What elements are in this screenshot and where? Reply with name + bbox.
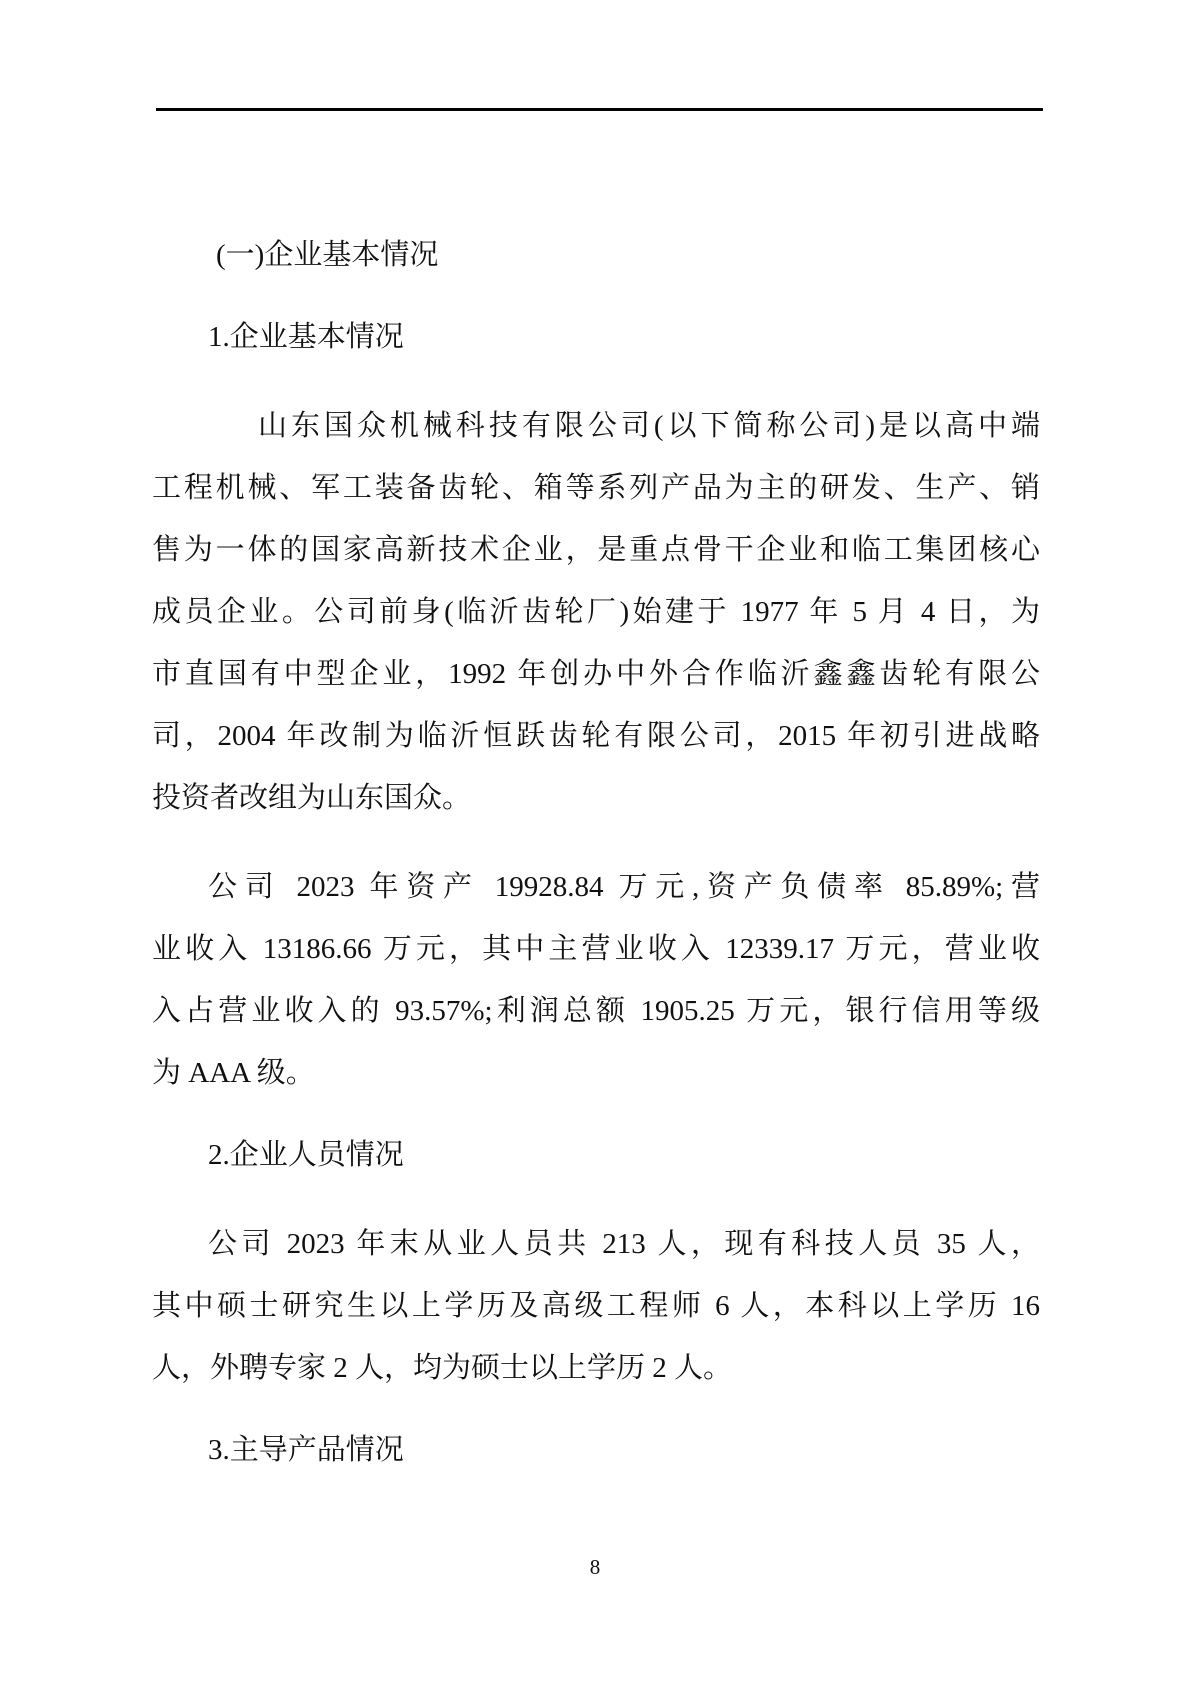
paragraph xyxy=(152,1213,1040,1399)
text-line: 投资者改组为山东国众。 xyxy=(152,782,472,814)
text-line: 其中硕士研究生以上学历及高级工程师 6 人，本科以上学历 16 xyxy=(152,1290,1040,1322)
text-line: 业收入 13186.66 万元，其中主营业收入 12339.17 万元，营业收 xyxy=(152,933,1040,965)
section-heading: (一)企业基本情况 xyxy=(216,239,439,271)
document-content xyxy=(152,224,1040,1481)
section-heading: 1.企业基本情况 xyxy=(208,321,404,353)
paragraph xyxy=(152,856,1040,1104)
page-number: 8 xyxy=(589,1555,601,1579)
text-line: 入占营业收入的 93.57%;利润总额 1905.25 万元，银行信用等级 xyxy=(152,995,1040,1027)
text-line: 工程机械、军工装备齿轮、箱等系列产品为主的研发、生产、销 xyxy=(152,472,1040,504)
header-rule xyxy=(156,108,1043,111)
text-line: 公司 2023 年资产 19928.84 万元,资产负债率 85.89%;营 xyxy=(208,871,1040,903)
text-line: 售为一体的国家高新技术企业，是重点骨干企业和临工集团核心 xyxy=(152,534,1040,566)
text-line: 市直国有中型企业，1992 年创办中外合作临沂鑫鑫齿轮有限公 xyxy=(152,658,1040,690)
section-heading: 3.主导产品情况 xyxy=(208,1434,404,1466)
section-heading: 2.企业人员情况 xyxy=(208,1139,404,1171)
text-line: 山东国众机械科技有限公司(以下简称公司)是以高中端 xyxy=(258,410,1040,442)
text-line: 人，外聘专家 2 人，均为硕士以上学历 2 人。 xyxy=(152,1352,733,1384)
text-line: 司，2004 年改制为临沂恒跃齿轮有限公司，2015 年初引进战略 xyxy=(152,720,1040,752)
text-line: 公司 2023 年末从业人员共 213 人，现有科技人员 35 人， xyxy=(208,1228,1040,1260)
paragraph xyxy=(152,395,1040,829)
text-line: 为 AAA 级。 xyxy=(152,1057,315,1089)
text-line: 成员企业。公司前身(临沂齿轮厂)始建于 1977 年 5 月 4 日，为 xyxy=(152,596,1040,628)
